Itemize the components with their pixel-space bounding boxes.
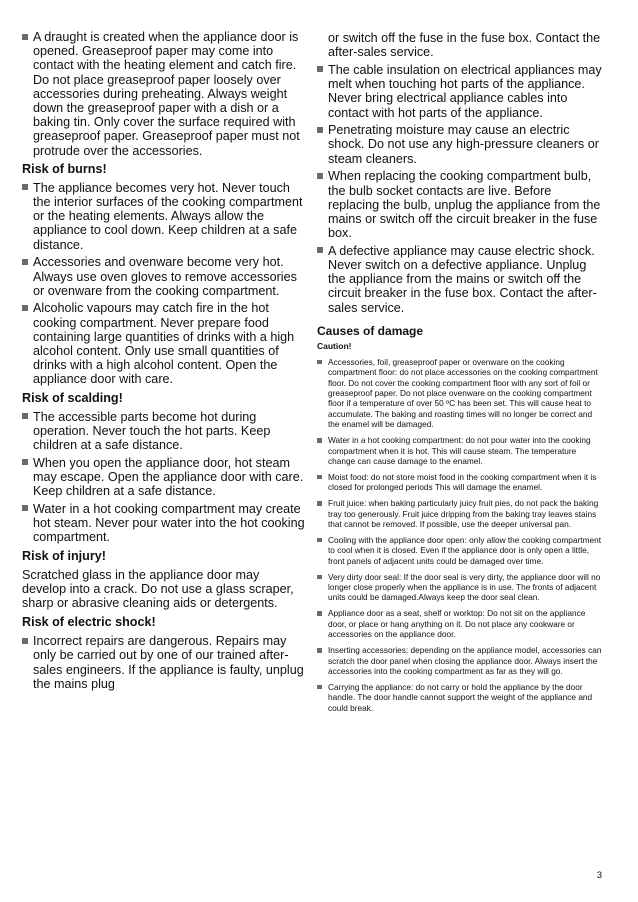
bullet-square-icon xyxy=(317,538,322,543)
damage-bullet: Moist food: do not store moist food in the cooking compartment when it is closed for prolonged periods This will damage the enamel. xyxy=(317,472,605,493)
shock-bullet: When replacing the cooking compartment bulb, the bulb socket contacts are live. Before replacing the bulb, unplug the appliance from the mains or switch off the circuit breaker in the fuse box. xyxy=(317,169,605,240)
bullet-square-icon xyxy=(317,360,322,365)
burns-bullet: Accessories and ovenware become very hot. Always use oven gloves to remove accessories or ovenware from the cooking compartment. xyxy=(22,255,305,298)
bullet-square-icon xyxy=(22,259,28,265)
bullet-square-icon xyxy=(22,505,28,511)
bullet-square-icon xyxy=(22,305,28,311)
bullet-square-icon xyxy=(317,127,323,133)
scalding-bullet: When you open the appliance door, hot steam may escape. Open the appliance door with care. Keep children at a safe distance. xyxy=(22,456,305,499)
burns-heading: Risk of burns! xyxy=(22,161,107,176)
shock-bullet: The cable insulation on electrical appliances may melt when touching hot parts of the appliance. Never bring electrical appliance cables into contact with hot parts of the appliance. xyxy=(317,63,605,120)
scalding-heading: Risk of scalding! xyxy=(22,390,123,405)
scalding-bullet: The accessible parts become hot during operation. Never touch the hot parts. Keep children at a safe distance. xyxy=(22,410,305,453)
damage-bullet: Very dirty door seal: If the door seal is very dirty, the appliance door will no longer close properly when the appliance is in use. The fronts of adjacent units could be damaged.Always keep the door seal clean. xyxy=(317,572,605,603)
damage-bullet: Water in a hot cooking compartment: do not pour water into the cooking compartment when it is hot. This will cause steam. The temperature change can cause damage to the enamel. xyxy=(317,435,605,466)
scalding-bullet: Water in a hot cooking compartment may create hot steam. Never pour water into the hot cooking compartment. xyxy=(22,502,305,545)
damage-bullet: Appliance door as a seat, shelf or worktop: Do not sit on the appliance door, or place or hang anything on it. Do not place any cookware or accessories on the appliance door. xyxy=(317,608,605,639)
shock-continued: or switch off the fuse in the fuse box. Contact the after-sales service. xyxy=(328,31,601,60)
bullet-square-icon xyxy=(22,34,28,40)
injury-text: Scratched glass in the appliance door may develop into a crack. Do not use a glass scraper, sharp or abrasive cleaning aids or detergents. xyxy=(22,567,294,610)
bullet-square-icon xyxy=(22,459,28,465)
bullet-square-icon xyxy=(317,685,322,690)
shock-bullet: Incorrect repairs are dangerous. Repairs may only be carried out by one of our trained after-sales engineers. If the appliance is faulty, unplug the mains plug xyxy=(22,634,305,691)
bullet-square-icon xyxy=(317,475,322,480)
page-number: 3 xyxy=(596,870,602,881)
bullet-square-icon xyxy=(22,413,28,419)
bullet-square-icon xyxy=(317,438,322,443)
right-column xyxy=(317,31,605,719)
damage-heading: Causes of damage xyxy=(317,323,424,338)
caution-label: Caution! xyxy=(317,340,352,351)
shock-bullet: A defective appliance may cause electric shock. Never switch on a defective appliance. Unplug the appliance from the mains or switch off the circuit breaker in the fuse box. Contact the after-sales service. xyxy=(317,244,605,315)
bullet-square-icon xyxy=(317,575,322,580)
bullet-square-icon xyxy=(317,501,322,506)
shock-heading: Risk of electric shock! xyxy=(22,615,156,630)
damage-bullet: Accessories, foil, greaseproof paper or ovenware on the cooking compartment floor: do not place accessories on the cooking compartment floor. Do not cover the cooking compartment floor with any sort of foil or greaseproof paper. Do not place ovenware on the cooking compartment floor if a temperature of over 50 ºC has been set. This will cause heat to accumulate. The baking and roasting times will no longer be correct and the enamel will be damaged. xyxy=(317,357,605,430)
intro-bullet: A draught is created when the appliance door is opened. Greaseproof paper may come into contact with the heating element and catch fire. Do not place greaseproof paper loosely over accessories during preheating. Always weight down the greaseproof paper with a dish or a baking tin. Only cover the surface required with greaseproof paper. Greaseproof paper must not protrude over the accessories. xyxy=(22,30,305,158)
bullet-square-icon xyxy=(22,184,28,190)
damage-bullet: Cooling with the appliance door open: only allow the cooking compartment to cool when it is closed. Even if the appliance door is only open a little, front panels of adjacent units could be damaged over time. xyxy=(317,535,605,566)
injury-heading: Risk of injury! xyxy=(22,548,106,563)
damage-bullet: Fruit juice: when baking particularly juicy fruit pies, do not pack the baking tray too generously. Fruit juice dripping from the baking tray leaves stains that cannot be removed. If possible, use the deeper universal pan. xyxy=(317,498,605,529)
damage-bullet: Carrying the appliance: do not carry or hold the appliance by the door handle. The door handle cannot support the weight of the appliance and could break. xyxy=(317,682,605,713)
bullet-square-icon xyxy=(317,648,322,653)
bullet-square-icon xyxy=(317,173,323,179)
bullet-square-icon xyxy=(317,611,322,616)
left-column xyxy=(22,30,305,694)
bullet-square-icon xyxy=(22,638,28,644)
damage-bullet: Inserting accessories: depending on the appliance model, accessories can scratch the door panel when closing the appliance door. Always insert the accessories into the cooking compartment as far as they will go. xyxy=(317,645,605,676)
burns-bullet: Alcoholic vapours may catch fire in the hot cooking compartment. Never prepare food containing large quantities of drinks with a high alcohol content. Only use small quantities of drinks with a high alcohol content. Open the appliance door with care. xyxy=(22,301,305,386)
bullet-square-icon xyxy=(317,247,323,253)
burns-bullet: The appliance becomes very hot. Never touch the interior surfaces of the cooking compartment or the heating elements. Always allow the appliance to cool down. Keep children at a safe distance. xyxy=(22,181,305,252)
shock-bullet: Penetrating moisture may cause an electric shock. Do not use any high-pressure cleaners or steam cleaners. xyxy=(317,123,605,166)
bullet-square-icon xyxy=(317,66,323,72)
